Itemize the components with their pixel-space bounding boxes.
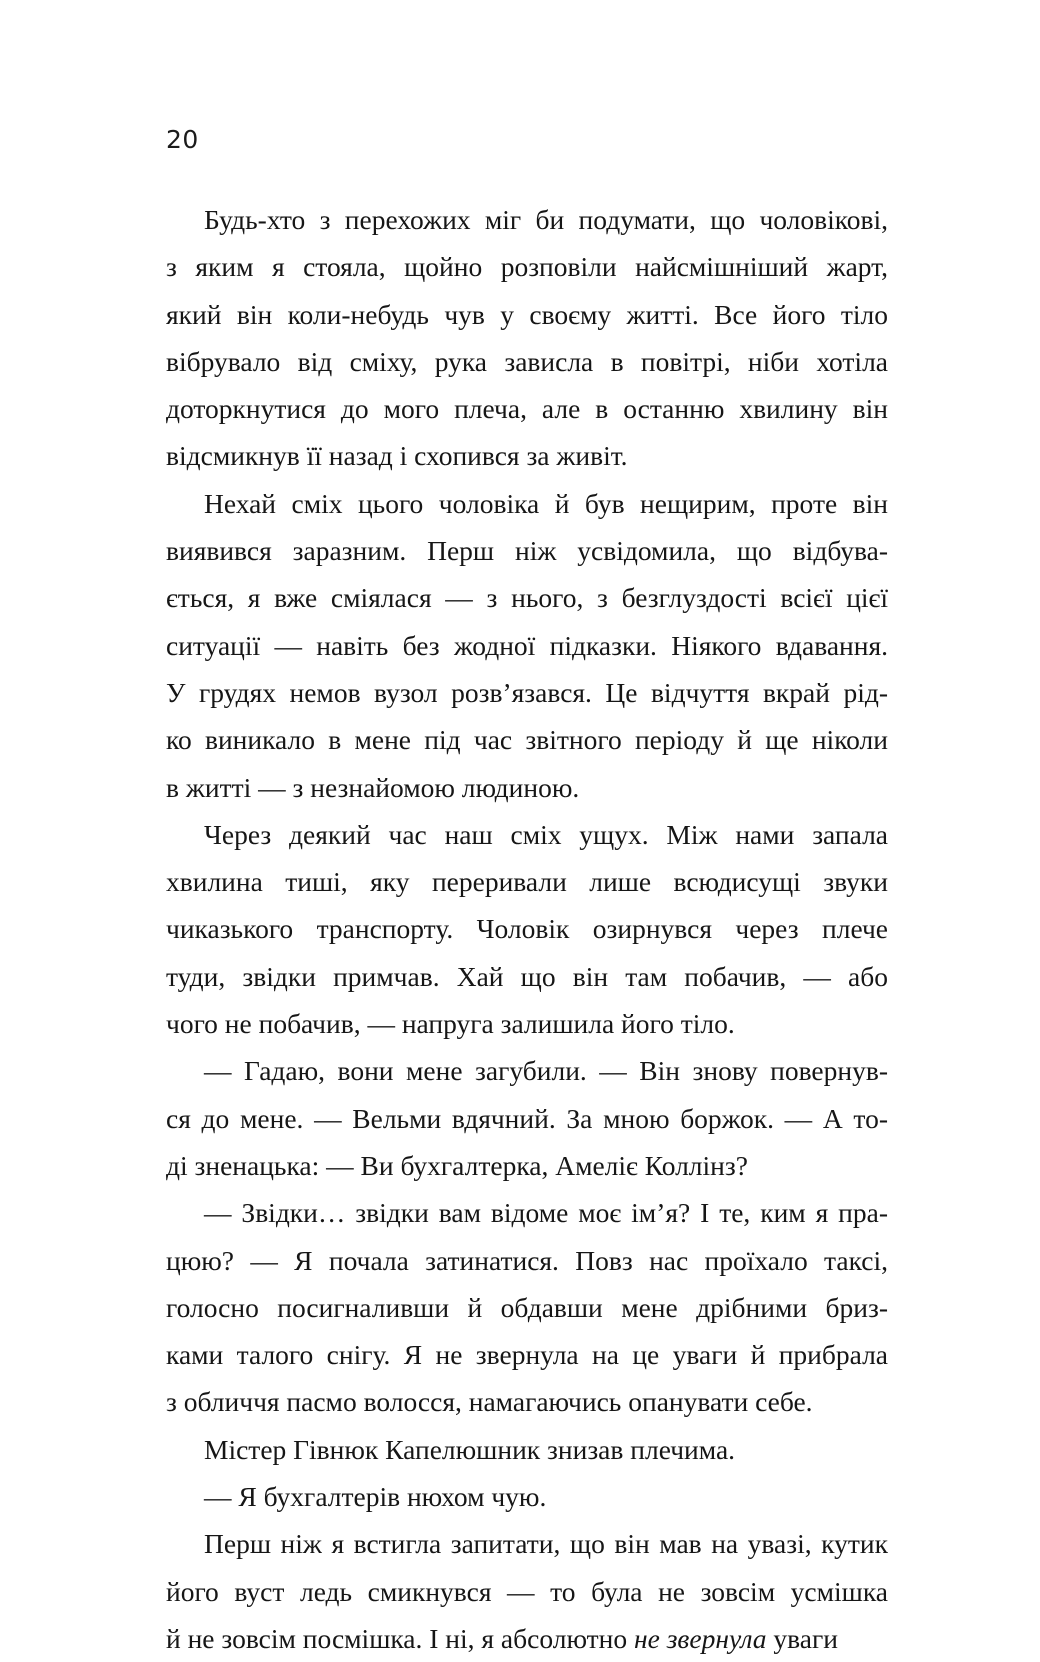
paragraph [166,480,888,811]
text-line: — Я бухгалтерів нюхом чую. [204,1481,547,1513]
text-line: голосно посигналивши й обдавши мене дрібними бриз- [166,1291,888,1323]
text-line: вібрувало від сміху, рука зависла в повітрі, ніби хотіла [166,345,888,377]
text-line-with-emphasis: й не зовсім посмішка. І ні, я абсолютно не звернула уваги [166,1622,838,1654]
dialogue-paragraph [166,1047,888,1189]
paragraph [166,811,888,1047]
text-line: ками талого снігу. Я не звернула на це уваги й прибрала [166,1339,888,1371]
text-line: з обличчя пасмо волосся, намагаючись опанувати себе. [166,1386,813,1418]
text-line: виявився заразним. Перш ніж усвідомила, що відбува- [166,535,888,567]
paragraph [166,1426,888,1473]
page-number: 20 [166,125,199,154]
text-line: ко виникало в мене під час звітного періоду й ще ніколи [166,724,888,756]
text-line: в житті — з незнайомою людиною. [166,771,580,803]
dialogue-paragraph [166,1189,888,1425]
text-line: який він коли-небудь чув у своєму житті. Все його тіло [166,298,888,330]
text-line: Через деякий час наш сміх ущух. Між нами запала [204,818,888,850]
paragraph [166,196,888,480]
paragraph [166,1520,888,1662]
text-line: ся до мене. — Вельми вдячний. За мною боржок. — А то- [166,1102,888,1134]
dialogue-paragraph [166,1473,888,1520]
emphasized-phrase: не звернула [633,1622,767,1654]
text-line: відсмикнув її назад і схопився за живіт. [166,440,628,472]
text-line: доторкнутися до мого плеча, але в останню хвилину він [166,393,888,425]
text-line: чого не побачив, — напруга залишила його тіло. [166,1008,735,1040]
text-line: — Звідки… звідки вам відоме моє ім’я? І те, ким я пра- [204,1197,888,1229]
text-line: — Гадаю, вони мене загубили. — Він знову повернув- [204,1055,888,1087]
body-text-block [166,196,888,1662]
text-line: з яким я стояла, щойно розповіли найсмішніший жарт, [166,251,888,283]
text-line: Нехай сміх цього чоловіка й був нещирим, проте він [204,487,888,519]
text-line: ді зненацька: — Ви бухгалтерка, Амеліє Коллінз? [166,1149,748,1181]
text-line: Перш ніж я встигла запитати, що він мав на увазі, кутик [204,1528,888,1560]
text-line: ється, я вже сміялася — з нього, з безглуздості всієї цієї [166,582,888,614]
text-line: У грудях немов вузол розв’язався. Це відчуття вкрай рід- [166,676,888,708]
text-line: його вуст ледь смикнувся — то була не зовсім усмішка [166,1575,888,1607]
text-line: Містер Гівнюк Капелюшник знизав плечима. [204,1433,736,1465]
text-line: чиказького транспорту. Чоловік озирнувся через плече [166,913,888,945]
text-line: ситуації — навіть без жодної підказки. Ніякого вдавання. [166,629,888,661]
text-line: туди, звідки примчав. Хай що він там побачив, — або [166,960,888,992]
text-line: Будь-хто з перехожих міг би подумати, що чоловікові, [204,204,888,235]
text-line: цюю? — Я почала затинатися. Повз нас проїхало таксі, [166,1244,888,1276]
text-line: хвилина тиші, яку переривали лише всюдисущі звуки [166,866,888,898]
